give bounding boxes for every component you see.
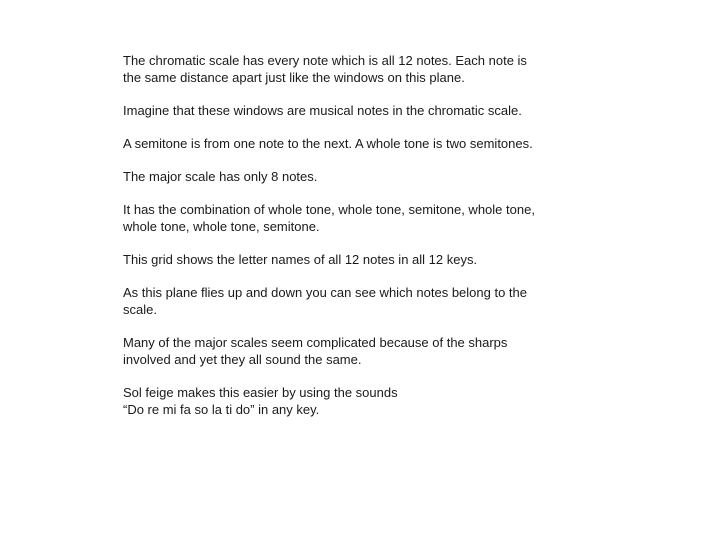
paragraph-plane: As this plane flies up and down you can see which notes belong to the scale. — [123, 285, 527, 317]
paragraph-semitone: A semitone is from one note to the next. A whole tone is two semitones. — [123, 136, 533, 151]
paragraph-grid: This grid shows the letter names of all 12 notes in all 12 keys. — [123, 252, 478, 267]
text-body — [123, 52, 593, 434]
paragraph-sharps: Many of the major scales seem complicated because of the sharps involved and yet they all sound the same. — [123, 335, 508, 367]
paragraph-sol-feige: Sol feige makes this easier by using the sounds “Do re mi fa so la ti do” in any key. — [123, 385, 398, 417]
paragraph-major-scale: The major scale has only 8 notes. — [123, 169, 318, 184]
paragraph-tone-combination: It has the combination of whole tone, whole tone, semitone, whole tone, whole tone, whole tone, semitone. — [123, 202, 535, 234]
paragraph-chromatic-scale: The chromatic scale has every note which is all 12 notes. Each note is the same distance apart just like the windows on this plane. — [123, 53, 527, 85]
paragraph-windows-notes: Imagine that these windows are musical notes in the chromatic scale. — [123, 103, 522, 118]
